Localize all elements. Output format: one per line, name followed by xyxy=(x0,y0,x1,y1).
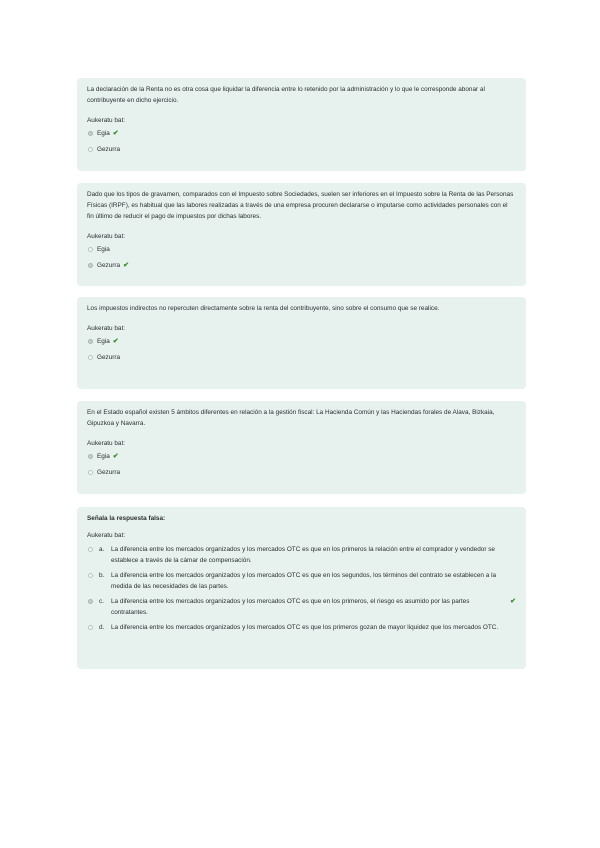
option-letter: a. xyxy=(99,546,105,553)
option-label: Gezurra xyxy=(97,469,121,476)
option-label: Gezurra xyxy=(97,354,121,361)
question-card-3 xyxy=(77,297,526,389)
check-icon: ✔ xyxy=(123,262,129,269)
option-label: La diferencia entre los mercados organizados y los mercados OTC es que en los segundos, los términos del contrato se establecen a la medida de las necesidades de las partes. xyxy=(111,572,497,590)
option-label: La diferencia entre los mercados organizados y los mercados OTC es que en los primeros la relación entre el comprador y vendedor se establece a través de la cámar de compensación. xyxy=(111,546,495,564)
check-icon: ✔ xyxy=(112,338,119,345)
option-egia[interactable] xyxy=(88,129,516,138)
radio-button[interactable] xyxy=(88,573,93,578)
option-egia[interactable] xyxy=(88,452,516,461)
option-label: Egia xyxy=(97,130,110,137)
radio-button[interactable] xyxy=(88,247,93,252)
option-label: Gezurra xyxy=(97,146,121,153)
option-label: Egia xyxy=(97,246,110,253)
radio-button[interactable] xyxy=(88,263,93,268)
radio-button[interactable] xyxy=(88,147,93,152)
question-card-4 xyxy=(77,401,526,494)
check-icon: ✔ xyxy=(112,453,119,460)
radio-button[interactable] xyxy=(88,454,93,459)
option-gezurra[interactable] xyxy=(88,145,516,154)
question-card-1 xyxy=(77,78,526,171)
option-egia[interactable] xyxy=(88,337,516,346)
radio-button[interactable] xyxy=(88,599,93,604)
answer-prompt: Aukeratu bat: xyxy=(87,233,126,240)
option-label: Egia xyxy=(97,338,110,345)
option-letter: c. xyxy=(99,598,104,605)
option-gezurra[interactable] xyxy=(88,353,516,362)
check-icon: ✔ xyxy=(112,130,119,137)
option-label: Gezurra xyxy=(97,262,121,269)
option-d[interactable] xyxy=(88,622,516,633)
question-text: En el Estado español existen 5 ámbitos diferentes en relación a la gestión fiscal: La Hacienda Común y las Haciendas forales de Alava, Bizkaia, Gipuzkoa y Navarra. xyxy=(87,409,495,427)
radio-button[interactable] xyxy=(88,355,93,360)
option-gezurra[interactable] xyxy=(88,261,516,270)
answer-prompt: Aukeratu bat: xyxy=(87,440,126,447)
option-letter: d. xyxy=(99,624,105,631)
option-label: La diferencia entre los mercados organizados y los mercados OTC es que los primeros gozan de mayor liquidez que los mercados OTC. xyxy=(111,624,499,631)
question-text: Dado que los tipos de gravamen, comparados con el Impuesto sobre Sociedades, suelen ser inferiores en el Impuesto sobre la Renta de las Personas Físicas (IRPF), es habitual que las labores realizadas a través de una empresa procuren declararse o imputarse como actividades personales con el fin último de reducir el pago de impuestos por dichas labores. xyxy=(87,191,514,220)
radio-button[interactable] xyxy=(88,470,93,475)
question-text xyxy=(87,513,516,524)
question-card-2 xyxy=(77,183,526,286)
answer-prompt: Aukeratu bat: xyxy=(87,325,126,332)
question-text: La declaración de la Renta no es otra cosa que liquidar la diferencia entre lo retenido por la administración y lo que le corresponde abonar al contribuyente en dicho ejercicio. xyxy=(87,86,485,104)
radio-button[interactable] xyxy=(88,547,93,552)
answer-prompt: Aukeratu bat: xyxy=(87,117,126,124)
option-letter: b. xyxy=(99,572,105,579)
option-c[interactable] xyxy=(88,596,516,618)
radio-button[interactable] xyxy=(88,131,93,136)
radio-button[interactable] xyxy=(88,625,93,630)
answer-prompt: Aukeratu bat: xyxy=(87,532,126,539)
radio-button[interactable] xyxy=(88,339,93,344)
question-card-5 xyxy=(77,507,526,669)
question-text-bold: Señala la respuesta falsa: xyxy=(87,515,166,522)
option-a[interactable] xyxy=(88,544,516,566)
option-egia[interactable] xyxy=(88,245,516,254)
option-gezurra[interactable] xyxy=(88,468,516,477)
option-label: Egia xyxy=(97,453,110,460)
check-icon: ✔ xyxy=(510,598,516,605)
option-b[interactable] xyxy=(88,570,516,592)
option-label: La diferencia entre los mercados organizados y los mercados OTC es que en los primeros, el riesgo es asumido por las partes contratantes. xyxy=(111,598,470,616)
question-text: Los impuestos indirectos no repercuten directamente sobre la renta del contribuyente, sino sobre el consumo que se realice. xyxy=(87,305,440,312)
